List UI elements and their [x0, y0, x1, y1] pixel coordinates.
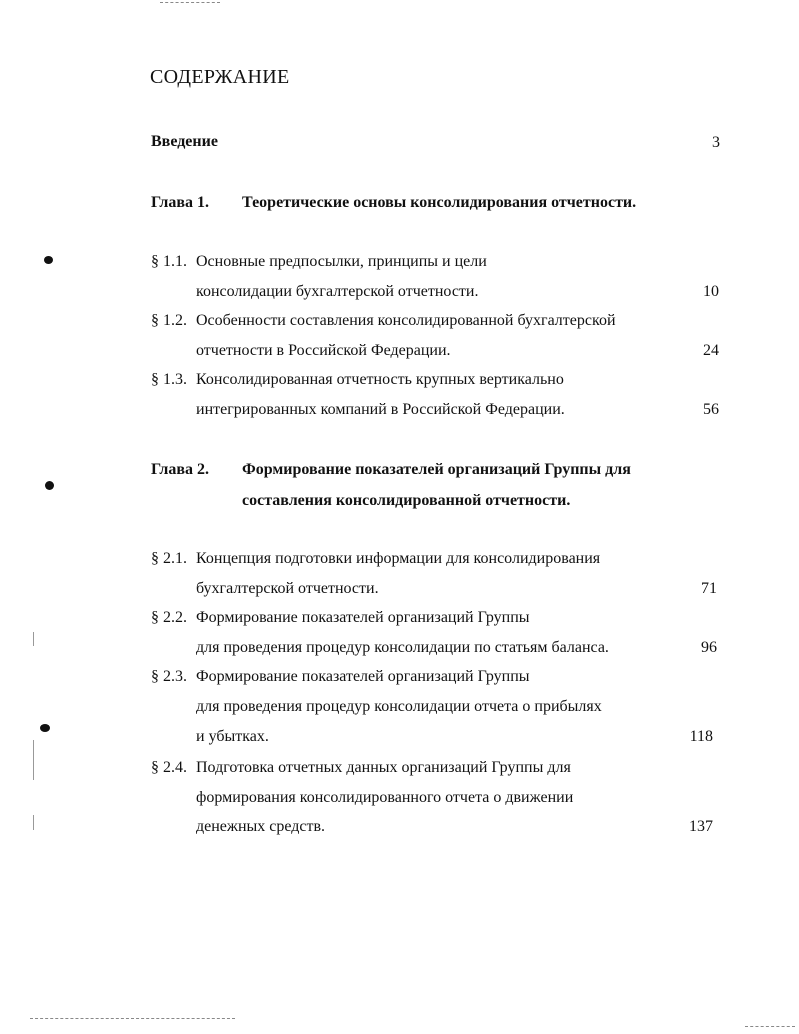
section-2-2-page: 96 [701, 639, 717, 656]
section-2-4-line2: формирования консолидированного отчета о движении [196, 789, 574, 806]
section-2-3-page: 118 [689, 728, 713, 745]
page-title: СОДЕРЖАНИЕ [150, 66, 290, 88]
section-1-2-number: § 1.2. [151, 312, 187, 329]
section-1-3-page: 56 [703, 401, 719, 418]
section-1-3-number: § 1.3. [151, 371, 187, 388]
scan-spot [44, 256, 53, 264]
section-1-1-line1: Основные предпосылки, принципы и цели [196, 253, 487, 270]
scan-spot [45, 481, 54, 490]
section-2-1-line2: бухгалтерской отчетности. [196, 580, 379, 597]
scan-artifact-line [33, 632, 34, 646]
intro-label: Введение [151, 133, 218, 150]
section-2-4-page: 137 [689, 818, 713, 835]
section-2-3-number: § 2.3. [151, 668, 187, 685]
chapter2-title-line1: Формирование показателей организаций Группы для [242, 461, 631, 478]
section-1-2-line1: Особенности составления консолидированной бухгалтерской [196, 312, 616, 329]
chapter1-number: Глава 1. [151, 194, 209, 211]
scan-artifact-top [160, 2, 220, 3]
scan-artifact-bottom-right [745, 1026, 795, 1027]
chapter2-number: Глава 2. [151, 461, 209, 478]
section-1-1-number: § 1.1. [151, 253, 187, 270]
scan-artifact-bottom [30, 1018, 235, 1019]
section-2-3-line3: и убытках. [196, 728, 269, 745]
section-2-4-number: § 2.4. [151, 759, 187, 776]
section-2-2-line1: Формирование показателей организаций Группы [196, 609, 530, 626]
section-2-3-line2: для проведения процедур консолидации отчета о прибылях [196, 698, 602, 715]
scan-artifact-line [33, 740, 34, 780]
section-2-1-line1: Концепция подготовки информации для консолидирования [196, 550, 601, 567]
section-1-1-line2: консолидации бухгалтерской отчетности. [196, 283, 479, 300]
section-1-3-line1: Консолидированная отчетность крупных вертикально [196, 371, 564, 388]
section-1-1-page: 10 [703, 283, 719, 300]
section-1-3-line2: интегрированных компаний в Российской Федерации. [196, 401, 565, 418]
section-1-2-page: 24 [703, 342, 719, 359]
section-2-3-line1: Формирование показателей организаций Группы [196, 668, 530, 685]
section-2-4-line1: Подготовка отчетных данных организаций Группы для [196, 759, 571, 776]
chapter2-title-line2: составления консолидированной отчетности. [242, 492, 571, 509]
section-2-2-line2: для проведения процедур консолидации по статьям баланса. [196, 639, 609, 656]
scan-spot [40, 724, 50, 732]
section-1-2-line2: отчетности в Российской Федерации. [196, 342, 451, 359]
section-2-2-number: § 2.2. [151, 609, 187, 626]
intro-page: 3 [712, 134, 720, 151]
section-2-1-page: 71 [701, 580, 717, 597]
section-2-1-number: § 2.1. [151, 550, 187, 567]
chapter1-title: Теоретические основы консолидирования отчетности. [242, 194, 637, 211]
scan-artifact-line [33, 815, 34, 830]
section-2-4-line3: денежных средств. [196, 818, 326, 835]
